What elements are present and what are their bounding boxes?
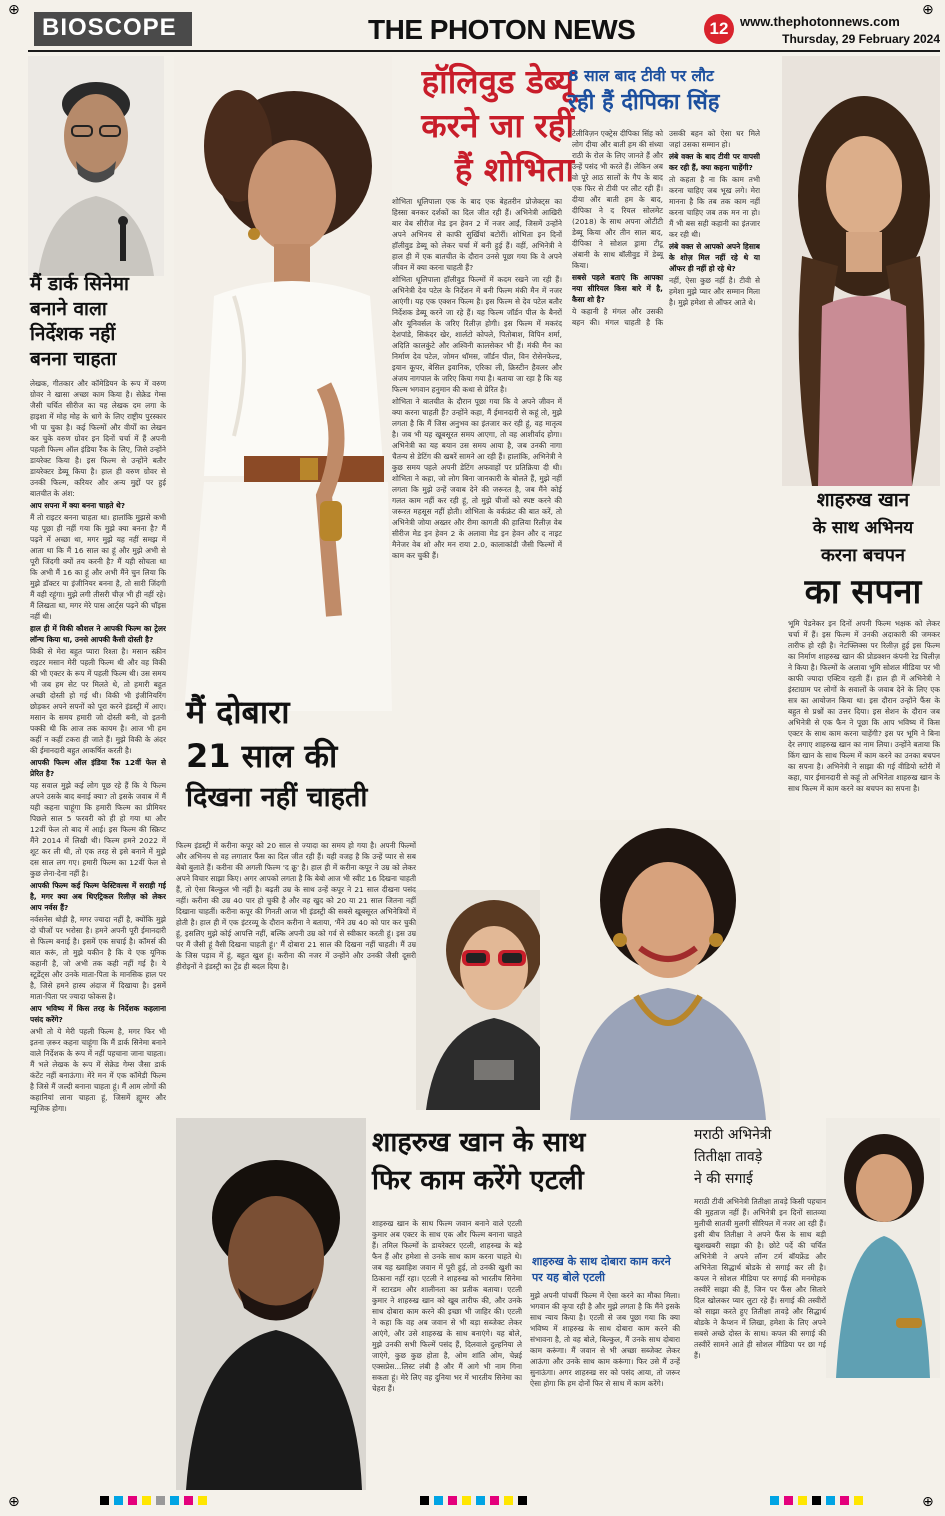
subheadline: शाहरुख के साथ दोबारा काम करने पर यह बोले एटली: [532, 1255, 671, 1284]
registration-bar-center: [420, 1496, 560, 1506]
titiksha-photo: [826, 1118, 940, 1378]
interview-answer: ये कहानी है मंगल और उसकी बहन की। मंगल चाहती है कि उसकी बहन को ऐसा घर मिले जहां उसका सम्मान हो।: [572, 129, 760, 327]
dipika-article-body: [572, 128, 760, 818]
interview-question: सबसे पहले बताएं कि आपका नया सीरियल किस बारे में है, कैसा शो है?: [572, 273, 663, 304]
headline-line: के साथ अभिनय: [812, 518, 914, 538]
page-number-badge: 12: [704, 14, 734, 44]
crop-mark: ⊕: [8, 2, 20, 18]
dipika-photo: [540, 820, 780, 1120]
headline-line: शाहरुख खान: [816, 489, 910, 511]
kareena-headline: [186, 690, 416, 818]
interview-question: हाल ही में विकी कौशल ने आपकी फिल्म का ट्रेलर लॉन्च किया था, उनसे आपकी कैसी दोस्ती है?: [30, 624, 166, 644]
interview-question: लंबे वक्त से आपको अपने हिसाब के शोज़ मिल नहीं रहे थे या ऑफर ही नहीं हो रहे थे?: [669, 242, 760, 273]
bhumi-headline: [784, 486, 942, 614]
article-paragraph: फिल्म इंडस्ट्री में करीना कपूर को 20 साल से ज्यादा का समय हो गया है। अपनी फिल्मों और अभिनय से वह लगातार फैंस का दिल जीत रही हैं। यही वजह है कि उन्हें प्यार से सब बेबो बुलाते हैं। करीना की अगली फिल्म 'द क्रू' है। हाल ही में करीना कपूर ने उम्र को लेकर अपने विचार साझा किए। अगर आपको लगता है कि बेबो आज भी स्वीट 16 दिखना चाहती हैं, तो ऐसा बिल्कुल भी नहीं है। बढ़ती उम्र के साथ उन्हें कपूर ने 21 साल दीखना पसंद नहीं। करीना की उम्र 40 पार हो चुकी है और वह खुद को 20 या 21 साल जितना नहीं दिखाना चाहतीं। करीना कपूर की गिनती आज भी इंडस्ट्री की सबसे खूबसूरत अभिनेत्रियों में होती है। हाल ही में एक इंटरव्यू के दौरान करीना ने बताया, 'मैंने उम्र 40 को पार कर चुकी हूं, इसलिए मुझे कोई आपत्ति नहीं, बल्कि अपनी उम्र को गर्व से स्वीकार करती हूं। इस उम्र पर मैं जैसी हूं वैसी दिखना चाहती हूं।' मैं दोबारा 21 साल की दिखना नहीं चाहती। मैं उम्र के जिस पड़ाव में हूं, बहुत खुश हूं। करीना की नजर में उन्होंने और उनकी जैसी दूसरी हीरोइनों ने इंडस्ट्री का ट्रेंड ही बदल दिया है।: [176, 841, 416, 971]
atlee-article-body: [372, 1218, 522, 1488]
varun-grover-photo: [28, 56, 164, 276]
interview-answer: विकी से मेरा बहुत प्यारा रिश्ता है। मसान स्क्रीन राइटर मसान मेरी पहली फिल्म थी और वह विकी की भी एक्टर के रूप में पहली फिल्म थी। उस समय भी जब हम सेट पर मिलते थे, तो हमारी बहुत अच्छी दोस्ती हो गई थी। विकी भी इंजीनियरिंग छोड़कर अपने सपनों को पूरा करने इंडस्ट्री में आए। मसान के समय हमारी जो दोस्ती बनी, वो इतनी पक्की थी कि आज तक कायम है। आज भी हम कहीं न कहीं टकरा ही जाते हैं। मुझे विकी के अंदर की ईमानदारी बहुत आकर्षित करती है।: [30, 647, 166, 755]
interview-question: आप सपना में क्या बनना चाहते थे?: [30, 501, 126, 510]
article-paragraph: शाहरुख खान के साथ फिल्म जवान बनाने वाले एटली कुमार अब एक्टर के साथ एक और फिल्म बनाना चाहते हैं। तमिल फिल्मों के डायरेक्टर एटली, शाहरुख के बड़े फैन हैं और हमेशा से उनके साथ काम करना चाहते थे। जब यह ख्वाहिश जवान में पूरी हुई, तो उनकी खुशी का ठिकाना नहीं रहा। एटली ने शाहरुख को भारतीय सिनेमा में स्टारडम और शालीनता का प्रतीक बताया। एटली कुमार ने शाहरुख खान को खूब तारीफ की, और उनके साथ दोबारा काम करने की इच्छा भी जाहिर की। एटली ने कहा कि वह अब जवान से भी बड़ा सब्जेक्ट लेकर आएंगे, और उसे शाहरुख के साथ बनाएंगे। यह बोले, मुझे उनकी सभी फिल्में पसंद हैं, दिलवाले दुल्हनिया ले जाएंगे, कुछ कुछ होता है, ओम शांति ओम, चेन्नई एक्सप्रेस...लिस्ट लंबी है और मैं आगे भी नाम गिना सकता हूं। मेरे लिए वह दुनिया भर में भारतीय सिनेमा का चेहरा हैं।: [372, 1219, 522, 1393]
headline-line: ने की सगाई: [694, 1171, 753, 1187]
interview-answer: नर्वसनेस थोड़ी है, मगर ज्यादा नहीं है, क्योंकि मुझे दो चीजों पर भरोसा है। हमने अपनी पूरी ईमानदारी से फिल्म बनाई है। इसमें एक सचाई है। कॉमर्स की बात करूं, तो मुझे यकीन है कि ये एक यूनिक कहानी है, जो अभी तक कही नहीं गई है। ये स्टूडेंट्स और उनके माता-पिता के मानसिक हाल पर है, जिसे हमने हास्य अंदाज में दिखाया है। इसमें माता-पिता पर ज्यादा फोकस है।: [30, 915, 166, 1001]
article-paragraph: भूमि पेडनेकर इन दिनों अपनी फिल्म भक्षक को लेकर चर्चा में हैं। इस फिल्म में उनकी अदाकारी की जमकर तारीफ हो रही है। नेटफ्लिक्स पर रिलीज़ हुई इस फिल्म का निर्माण शाहरुख खान की प्रोडक्शन कंपनी रेड चिलीज़ ने किया है। फिल्मों के अलावा भूमि सोशल मीडिया पर भी काफी ज्यादा एक्टिव रहती हैं। हाल ही में अभिनेत्री ने इंस्टाग्राम पर लोगों के सवालों के जवाब देने के लिए एक सत्र का आयोजन किया था। इस दौरान उन्होंने फैंस के बहुत से प्रश्नों का उत्तर दिया। इस सेशन के दौरान जब अभिनेत्री से एक फैन ने पूछा कि आप भविष्य में किस एक्टर के साथ काम करना चाहेंगी? इस पर भूमि ने बिना देर लगाए शाहरुख खान का नाम लिया। उन्होंने बताया कि किंग खान के साथ फिल्म में काम करने का उनका बचपन का सपना है। अभिनेत्री ने साझा की गई वीडियो स्टोरी में कहा, यार ईमानदारी से कहूं तो अभिनेता शाहरुख खान के साथ फिल्म में काम करने का बचपन का सपना है।: [788, 619, 940, 793]
headline-line: का सपना: [804, 572, 922, 612]
interview-answer: नहीं, ऐसा कुछ नहीं है। टीवी से हमेशा मुझे प्यार और सम्मान मिला है। मुझे हमेशा से ऑफर आते थे।: [669, 276, 760, 307]
article-paragraph: शोभिता धूलिपाला हॉलीवुड फिल्मों में कदम रखने जा रही हैं। अभिनेत्री देव पटेल के निर्देशन में बनी फिल्म मंकी मैन में नजर आएंगी। यह एक एक्शन फिल्म है। इस फिल्म से देव पटेल बतौर निर्देशक डेब्यू करने जा रहे हैं। यह फिल्म जॉर्डन पील के बैनरों और यूनिवर्सल के जरिए रिलीज़ होगी। इस फिल्म में मकरंद देशपांडे, सिकंदर खेर, शार्लटो कोपले, पितोबाश, विपिन शर्मा, अदिति कालकुंटे और अश्विनी कालसेकर भी हैं। मंकी मैन का निर्माण देव पटेल, जोमन थॉमस, जॉर्डन पील, विन रोसेनफेल्ड, इयान कूपर, बेसिल इवानिक, एरिका ली, क्रिस्टीन हैवलर और अंजय नागपाल के जरिए किया गया है। बताया जा रहा है कि यह फिल्म भगवान हनुमान की कथा से प्रेरित है।: [392, 275, 562, 394]
interview-question: आपकी फिल्म ऑल इंडिया रैंक 12वीं फेल से प्रेरित है?: [30, 758, 166, 778]
headline-line: बनाने वाला: [30, 298, 107, 320]
registration-bar-left: [100, 1496, 220, 1506]
headline-line: हॉलिवुड डेब्यू: [421, 62, 574, 101]
titiksha-headline: [694, 1124, 834, 1190]
headline-line: हैं शोभिता: [454, 150, 574, 189]
headline-line: 21 साल की: [186, 737, 338, 775]
headline-line: दिखना नहीं चाहती: [186, 782, 368, 813]
atlee-headline: [372, 1124, 672, 1200]
headline-line: करना बचपन: [820, 545, 906, 566]
article-paragraph: मुझे अपनी पांचवीं फिल्म में ऐसा करने का मौका मिला। भगवान की कृपा रही है और मुझे लगता है कि मैंने इसके साथ न्याय किया है। एटली से जब पूछा गया कि क्या भविष्य में शाहरुख के साथ दोबारा काम करने की संभावना है, तो वह बोले, बिल्कुल, मैं उनके साथ दोबारा काम करूंगा। मैं जवान से भी अच्छा सब्जेक्ट लेकर आऊंगा और उनके साथ काम करूंगा। फिर उसे मैं उन्हें सुनाऊंगा। अगर शाहरुख सर को पसंद आया, तो जरूर ऐसा होगा कि हम दोनों फिर से साथ में काम करेंगे।: [530, 1291, 680, 1388]
interview-question: आप भविष्य में किस तरह के निर्देशक कहलाना पसंद करेंगे?: [30, 1004, 166, 1024]
dipika-headline: [568, 64, 778, 118]
article-paragraph: टेलीविज़न एक्ट्रेस दीपिका सिंह को लोग दीया और बाती हम की संध्या राठी के रोल के लिए जानते हैं और उन्हें पसंद भी करते हैं। लेकिन अब वो पूरे आठ सालों के गैप के बाद एक फिर से टीवी पर लौट रही हैं। दीया और बाती हम के बाद, दीपिका ने द रियल सोलमेट (2018) के साथ अपना ओटीटी डेब्यू किया और तीन साल बाद, दीपिका ने सोशल ड्रामा टीटू अंबानी के साथ बॉलीवुड में डेब्यू किया।: [572, 129, 663, 270]
headline-line: मैं डार्क सिनेमा: [30, 273, 129, 295]
issue-date: Thursday, 29 February 2024: [782, 32, 940, 46]
titiksha-article-body: [694, 1196, 826, 1490]
sobhita-photo: [174, 56, 392, 711]
headline-line: तितीक्षा तावड़े: [694, 1149, 763, 1165]
crop-mark: ⊕: [8, 1494, 20, 1510]
atlee-photo: [176, 1118, 366, 1490]
headline-line: 8 साल बाद टीवी पर लौट: [568, 67, 714, 85]
atlee-article-body-2: [530, 1290, 680, 1488]
interview-answer: मैं तो राइटर बनना चाहता था। हालांकि मुझसे कभी यह पूछा ही नहीं गया कि मुझे क्या बनना है? मैं पढ़ने में अच्छा था, मगर मुझे यह नहीं समझ में आता था कि मैं 16 साल का हूं और मुझे अभी से पूरी जिंदगी क्यों तय करनी है? मैं यही सोचता था कि अभी मैं 16 का हूं और अभी मैंने चुन लिया कि मुझे डॉक्टर या इंजीनियर बनना है, तो सारी जिंदगी मैं वही रहूंगा। मुझे लगी तीसरी चीज़ भी ही नहीं रहे। मैं लिखता था, मगर मेरे पास आर्ट्स पढ़ने की चॉइस नहीं थी।: [30, 513, 166, 621]
sobhita-article-body: [392, 196, 562, 886]
bhumi-article-body: [788, 618, 940, 1118]
article-paragraph: मराठी टीवी अभिनेत्री तितीक्षा तावड़े किसी पहचान की मुहताज नहीं हैं। अभिनेत्री इन दिनों सातव्या मुलीची सातवी मुलगी सीरियल में नजर आ रही हैं। इसी बीच तितीक्षा ने अपने फैंस के साथ बड़ी खुशखबरी साझा की है। छोटे पर्दे की चर्चित अभिनेत्री ने अपने लॉन्ग टर्म बॉयफ्रेंड और अभिनेता सिद्धार्थ बोडके से सगाई कर ली है। कपल ने सोशल मीडिया पर सगाई की मनमोहक तस्वीरें साझा की हैं, जिन पर फैंस और सितारे दिल खोलकर प्यार लुटा रहे हैं। सगाई की तस्वीरों को साझा करते हुए तितीक्षा तावड़े और सिद्धार्थ बोडके ने कैप्शन में लिखा, हमेशा के लिए अपने सबसे अच्छे दोस्त के साथ। कपल की सगाई की तस्वीरें सामने आते ही सोशल मीडिया पर छा गई हैं।: [694, 1197, 826, 1360]
article-paragraph: शोभिता धूलिपाला एक के बाद एक बेहतरीन प्रोजेक्ट्स का हिस्सा बनकर दर्शकों का दिल जीत रही हैं। अभिनेत्री आखिरी बार वेब सीरीज मेड इन हेवन 2 में नजर आईं, जिसमें उन्होंने अपने अभिनय से काफी सुर्खियां बटोरीं। शोभिता इन दिनों हॉलीवुड डेब्यू को लेकर चर्चा में बनी हुई हैं। वहीं, अभिनेत्री ने हाल ही में एक बातचीत के दौरान उनसे पूछा गया कि वे अपने जीवन में क्या करना चाहती हैं?: [392, 197, 562, 272]
crop-mark: ⊕: [922, 2, 934, 18]
headline-line: फिर काम करेंगे एटली: [372, 1165, 584, 1196]
varun-article-body: [30, 378, 166, 1490]
section-tag: BIOSCOPE: [34, 12, 192, 46]
headline-line: रही हैं दीपिका सिंह: [568, 90, 720, 115]
atlee-subheadline: [532, 1254, 682, 1286]
headline-line: बनना चाहता: [30, 348, 117, 370]
interview-question: लंबे वक्त के बाद टीवी पर वापसी कर रही हैं, क्या कहना चाहेंगी?: [669, 152, 760, 172]
varun-headline: [30, 272, 166, 372]
headline-line: मराठी अभिनेत्री: [694, 1127, 772, 1143]
kareena-article-body: [176, 840, 416, 1116]
registration-bar-right: [770, 1496, 890, 1506]
interview-question: आपकी फिल्म कई फिल्म फेस्टिवल्स में सराही गई है, मगर क्या अब थिएट्रिकल रिलीज़ को लेकर आप नर्वस हैं?: [30, 881, 166, 912]
headline-line: शाहरुख खान के साथ: [372, 1127, 586, 1158]
interview-answer: तो कहता है ना कि काम तभी करना चाहिए जब भूख लगे। मेरा मानना है कि तब तक काम नहीं करना चाहिए जब तक मन ना हो। मैं भी बस सही कहानी का इंतजार कर रही थी।: [669, 175, 760, 239]
header-rule: [28, 50, 940, 52]
bhumi-photo: [782, 56, 940, 486]
interview-answer: अभी तो ये मेरी पहली फिल्म है, मगर फिर भी इतना ज़रूर कहना चाहूंगा कि मैं डार्क सिनेमा बनाने वाले निर्देशक के रूप में नहीं पहचाना जाना चाहता। मैं भले लेखक के रूप में सेक्रेड गेम्स जैसा डार्क कंटेंट नहीं बनाऊंगा। मेरे मन में एक कॉमेडी फिल्म है जिसे मैं जल्दी बनाना चाहता हूं। मैं आम लोगों की कहानियां लाना चाहता हूं, जिसमें ह्यूमर और म्यूजिक होगा।: [30, 1027, 166, 1113]
sobhita-headline: [374, 60, 574, 192]
newspaper-logo: THE PHOTON NEWS: [368, 14, 636, 45]
article-paragraph: शोभिता ने बातचीत के दौरान पूछा गया कि वे अपने जीवन में क्या करना चाहती हैं? उन्होंने कहा, मैं ईमानदारी से कहूं तो, मुझे लगता है कि मैं जिस अनुभव का इंतजार कर रही हूं, वह मातृत्व है। जब भी यह खूबसूरत समय आएगा, तो वह आशीर्वाद होगा। अभिनेत्री का यह बयान उस समय आया है, जब उनकी नागा चैतन्य से डेटिंग की खबरें सामने आ रही हैं। हालांकि, अभिनेत्री ने कुछ समय पहले अपनी डेटिंग अफवाहों पर प्रतिक्रिया दी थी। शोभिता ने कहा, जो लोग बिना जानकारी के बोलते हैं, मुझे नहीं लगता कि मुझे उन्हें जवाब देने की जरूरत है, जब मैंने कोई गलत काम नहीं कर रही हूं, तो मुझे चीजों को स्पष्ट करने की जरूरत महसूस नहीं होती। शोभिता के वर्कफ्रंट की बात करें, तो अभिनेत्री जोया अख्तर और रीमा कागती की हालिया रिलीज़ वेब सीरीज मेड इन हेवन 2 के अलावा मेड इन हेवन और द नाइट मैनेजर वेब शो और मन राया 2.0, कालाकांडी जैसी फिल्मों में काम कर चुकी हैं।: [392, 397, 562, 560]
website-link[interactable]: www.thephotonnews.com: [740, 14, 900, 29]
interview-answer: यह सवाल मुझे कई लोग पूछ रहे हैं कि ये फिल्म अपने उसके बाद बनाई क्या? तो इसके जवाब में मैं यही कहना चाहूंगा कि हमारी फिल्म का प्रीमियर पिछले साल 5 फरवरी को ही हो गया था और 12वीं फेल तो बाद में आई। इस फिल्म की स्क्रिप्ट मैंने 2014 में लिखी थी। फिल्म हमने 2022 में शूट कर ली थी, तो एक तरह से इसे बनाने में मुझे दस साल लग गए। हमारी फिल्म का 12वीं फेल से कुछ लेना-देना नहीं है।: [30, 781, 166, 878]
headline-line: करने जा रहीं: [421, 106, 574, 145]
article-paragraph: लेखक, गीतकार और कॉमेडियन के रूप में वरुण ग्रोवर ने खासा अच्छा काम किया है। सेक्रेड गेम्स जैसी चर्चित सीरीज का यह लेखक दम लगा के हाइशा में मोह मोह के धागे के लिए राष्ट्रीय पुरस्कार भी पा चुका है। कई फिल्मों और वीर्यों का लेखन कर चुके वरुण ग्रोवर इन दिनों चर्चा में हैं अपनी पहली फिल्म ऑल इंडिया रैंक के लिए, जिसे उन्होंने डायरेक्ट किया है। इस फिल्म से उन्होंने बतौर डायरेक्टर डेब्यू किया है। हाल ही वरुण ग्रोवर से उनकी फिल्म, करियर और अन्य मुद्दों पर हुई बातचीत के अंश:: [30, 379, 166, 498]
headline-line: मैं दोबारा: [186, 693, 290, 731]
headline-line: निर्देशक नहीं: [30, 323, 116, 345]
crop-mark: ⊕: [922, 1494, 934, 1510]
